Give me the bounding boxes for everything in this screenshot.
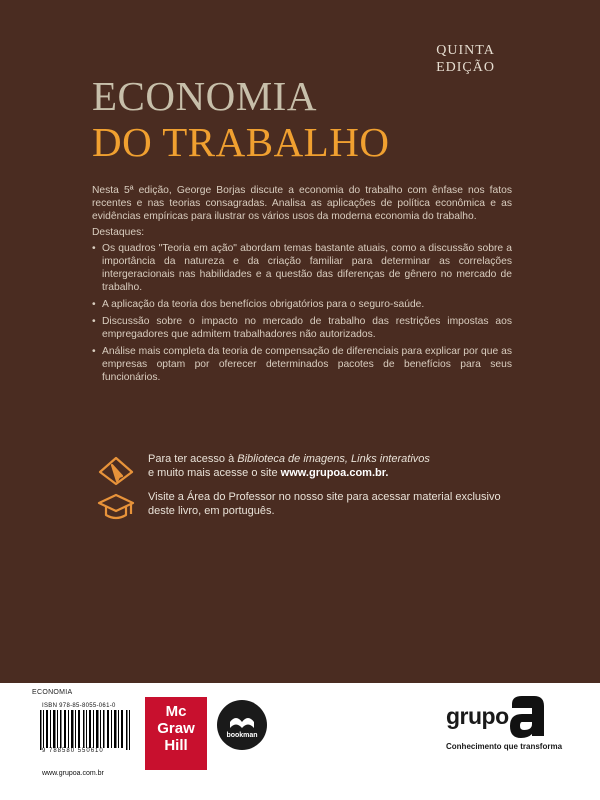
list-item: • Discussão sobre o impacto no mercado de trabalho das restrições impostas aos empregadores que admitem trabalhadores não autorizados.: [92, 316, 512, 340]
intro-paragraph: Nesta 5ª edição, George Borjas discute a economia do trabalho com ênfase nos fatos recentes e nas teorias consagradas. Analisa as aplicações de política econômica e as evidências empíricas para ilustrar os vários usos da moderna economia do trabalho.: [92, 185, 512, 222]
bookman-label: bookman: [226, 732, 258, 739]
bullet: •: [92, 299, 96, 310]
edition-line-1: QUINTA: [436, 43, 495, 58]
online-access-block: [96, 452, 516, 480]
list-item: • A aplicação da teoria dos benefícios obrigatórios para o seguro-saúde.: [92, 299, 425, 310]
book-icon: [217, 700, 267, 750]
title-line-2: DO TRABALHO: [92, 119, 390, 165]
professor-text: Visite a Área do Professor no nosso site para acessar material exclusivo deste livro, em português.: [148, 491, 501, 517]
isbn-label: ISBN 978-85-8055-061-0: [42, 703, 116, 709]
online-links: Biblioteca de imagens, Links interativos: [237, 453, 430, 465]
online-access-text: Para ter acesso à Biblioteca de imagens, Links interativos e muito mais acesse o site www.grupoa.com.br.: [148, 453, 430, 479]
site-link[interactable]: www.grupoa.com.br.: [280, 467, 389, 479]
list-item: • Análise mais completa da teoria de compensação de diferenciais para explicar por que as empresas optam por oferecer determinados pacotes de benefícios para seus funcionários.: [92, 346, 512, 383]
description: [92, 184, 512, 388]
footer-site: www.grupoa.com.br: [42, 770, 104, 777]
bullet: •: [92, 243, 96, 254]
graduation-cap-icon: [96, 490, 136, 524]
edition-label: [436, 42, 495, 76]
edition-line-2: EDIÇÃO: [436, 60, 495, 75]
highlights-list: [92, 242, 512, 384]
grupo-a-logo-text: grupo: [446, 703, 509, 729]
mouse-pointer-icon: [96, 452, 136, 486]
bullet: •: [92, 346, 96, 357]
bookman-logo: [217, 700, 267, 750]
mcgraw-hill-logo: Mc Graw Hill: [145, 697, 207, 770]
grupo-a-tagline: Conhecimento que transforma: [446, 742, 563, 751]
category-label: ECONOMIA: [32, 689, 73, 696]
list-item: • Os quadros "Teoria em ação" abordam temas bastante atuais, como a discussão sobre a importância da natureza e da criação familiar para determinar as correlações intergeracionais nas habilidades e a questão das diferenças de gênero no mercado de trabalho.: [92, 243, 512, 293]
title-line-1: ECONOMIA: [92, 73, 317, 119]
bullet: •: [92, 316, 96, 327]
professor-block: [96, 490, 516, 518]
grupo-a-logo-mark: [508, 694, 548, 738]
barcode-number: 9 788580 550610: [42, 748, 104, 754]
highlights-heading: Destaques:: [92, 227, 145, 238]
